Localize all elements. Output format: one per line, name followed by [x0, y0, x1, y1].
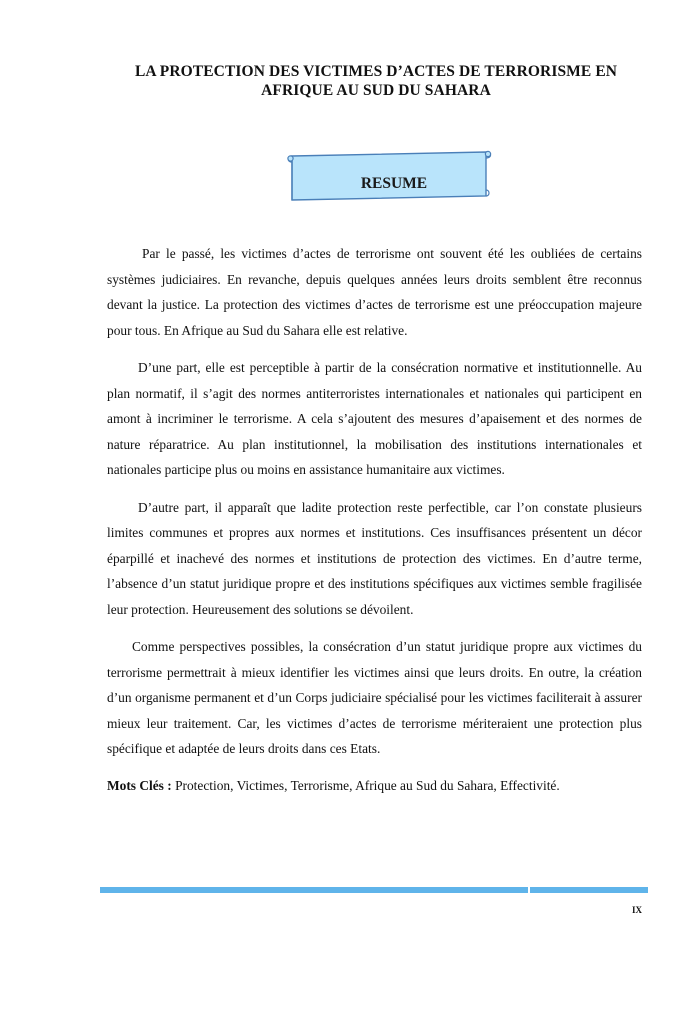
keywords-line: [107, 776, 667, 796]
section-heading: RESUME: [360, 175, 428, 192]
paragraph: Comme perspectives possibles, la consécration d’un statut juridique propre aux victimes du terrorisme permettrait à mieux identifier les victimes ainsi que leurs droits. En outre, la création d’un organisme permanent et d’un Corps judiciaire spécialisé pour les victimes faciliterait à assurer mieux leur traitement. Car, les victimes d’actes de terrorisme mériteraient une protection plus spécifique et adaptée de leurs droits dans ces Etats.: [107, 639, 642, 756]
document-title: LA PROTECTION DES VICTIMES D’ACTES DE TERRORISME EN AFRIQUE AU SUD DU SAHARA: [134, 63, 618, 99]
keywords-list: Protection, Victimes, Terrorisme, Afrique au Sud du Sahara, Effectivité.: [175, 778, 560, 793]
paragraph: D’une part, elle est perceptible à partir de la consécration normative et institutionnelle. Au plan normatif, il s’agit des normes antiterroristes internationales et nationales qui participent en amont à incriminer le terrorisme. A cela s’ajoutent des mesures d’apaisement et des normes de nature réparatrice. Au plan institutionnel, la mobilisation des institutions internationales et nationales participe plus ou moins en assistance humanitaire aux victimes.: [107, 360, 642, 477]
footer-rule-gap: [528, 887, 530, 893]
resume-banner: [286, 150, 494, 202]
paragraph: Par le passé, les victimes d’actes de terrorisme ont souvent été les oubliées de certains systèmes judiciaires. En revanche, depuis quelques années leurs droits semblent être reconnus devant la justice. La protection des victimes d’actes de terrorisme est une préoccupation majeure pour tous. En Afrique au Sud du Sahara elle est relative.: [107, 246, 642, 338]
footer-rule: [100, 887, 648, 893]
paragraph: D’autre part, il apparaît que ladite protection reste perfectible, car l’on constate plusieurs limites communes et propres aux normes et institutions. Ces insuffisances présentent un décor éparpillé et inachevé des normes et institutions de protection des victimes. En d’autre terme, l’absence d’un statut juridique propre et des institutions spécifiques aux victimes semble fragilisée leur protection. Heureusement des solutions se dévoilent.: [107, 499, 642, 617]
keywords-label: Mots Clés :: [107, 778, 172, 793]
abstract-body: [107, 241, 642, 774]
page-number: IX: [632, 905, 643, 915]
